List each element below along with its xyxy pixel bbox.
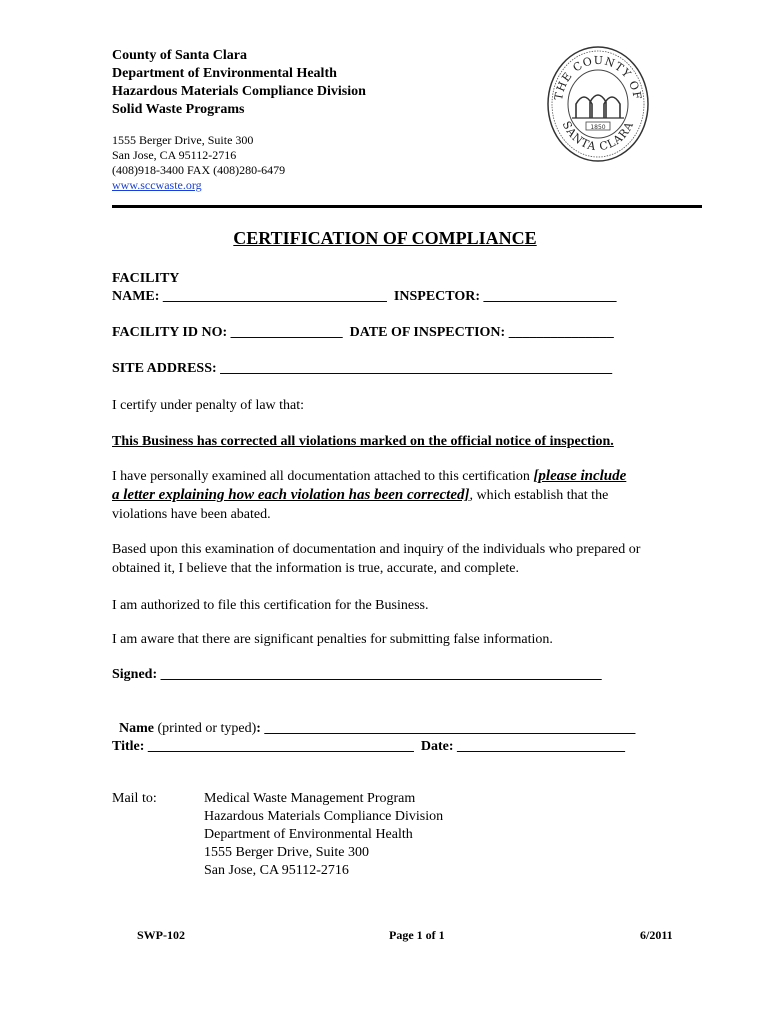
city-state-zip: San Jose, CA 95112-2716 bbox=[112, 148, 237, 162]
header-divider bbox=[112, 205, 702, 208]
county-seal-logo bbox=[546, 44, 650, 164]
mail-to-label: Mail to: bbox=[112, 791, 157, 806]
facility-name-inspector-field[interactable]: NAME: ________________________________ INSPECTOR: ___________________ bbox=[112, 289, 617, 304]
mail-line: 1555 Berger Drive, Suite 300 bbox=[204, 845, 369, 860]
examined-paragraph bbox=[112, 467, 632, 524]
certify-statement: I certify under penalty of law that: bbox=[112, 398, 305, 413]
document-title: CERTIFICATION OF COMPLIANCE bbox=[233, 228, 537, 248]
revision-date: 6/2011 bbox=[640, 928, 673, 942]
street-address: 1555 Berger Drive, Suite 300 bbox=[112, 133, 254, 147]
authorized-statement: I am authorized to file this certification for the Business. bbox=[112, 598, 429, 613]
name-label: Name bbox=[119, 721, 154, 736]
examined-text-start: I have personally examined all documentation attached to this certification bbox=[112, 469, 534, 484]
mail-line: San Jose, CA 95112-2716 bbox=[204, 863, 349, 878]
printed-name-field[interactable] bbox=[112, 702, 635, 738]
form-id: SWP-102 bbox=[137, 928, 185, 942]
site-address-field[interactable]: SITE ADDRESS: ________________________________________________________ bbox=[112, 361, 613, 376]
mail-line: Hazardous Materials Compliance Division bbox=[204, 809, 444, 824]
penalties-statement: I am aware that there are significant penalties for submitting false information. bbox=[112, 632, 553, 647]
facility-label: FACILITY bbox=[112, 271, 180, 286]
based-upon-paragraph: Based upon this examination of documentation and inquiry of the individuals who prepared or obtained it, I believe that the information is true, accurate, and complete. bbox=[112, 542, 641, 576]
mailing-address bbox=[204, 790, 443, 880]
contact-address bbox=[112, 133, 285, 193]
letter-instruction: [please include a letter explaining how each violation has been corrected] bbox=[112, 468, 627, 503]
page-number: Page 1 of 1 bbox=[389, 928, 445, 942]
signed-field[interactable]: Signed: _______________________________________________________________ bbox=[112, 667, 602, 682]
svg-text:SANTA CLARA: SANTA CLARA bbox=[559, 119, 637, 154]
examined-text-end: , which establish that the violations have been abated. bbox=[112, 488, 609, 522]
name-line[interactable]: : _____________________________________________________ bbox=[256, 721, 636, 736]
svg-text:1850: 1850 bbox=[590, 124, 606, 131]
org-program: Solid Waste Programs bbox=[112, 102, 245, 117]
mail-line: Medical Waste Management Program bbox=[204, 791, 416, 806]
mail-line: Department of Environmental Health bbox=[204, 827, 413, 842]
corrected-statement bbox=[112, 432, 692, 451]
org-county: County of Santa Clara bbox=[112, 48, 247, 63]
website-link[interactable]: www.sccwaste.org bbox=[112, 178, 202, 192]
corrected-text: This Business has corrected all violations marked on the official notice of inspection. bbox=[112, 434, 614, 449]
org-department: Department of Environmental Health bbox=[112, 66, 337, 81]
org-division: Hazardous Materials Compliance Division bbox=[112, 84, 366, 99]
organization-header bbox=[112, 47, 366, 119]
name-hint: (printed or typed) bbox=[154, 721, 257, 736]
phone-fax: (408)918-3400 FAX (408)280-6479 bbox=[112, 163, 286, 177]
svg-text:THE COUNTY OF: THE COUNTY OF bbox=[552, 53, 644, 102]
facility-id-date-field[interactable]: FACILITY ID NO: ________________ DATE OF INSPECTION: _______________ bbox=[112, 325, 614, 340]
title-date-field[interactable]: Title: ______________________________________ Date: ________________________ bbox=[112, 739, 626, 754]
